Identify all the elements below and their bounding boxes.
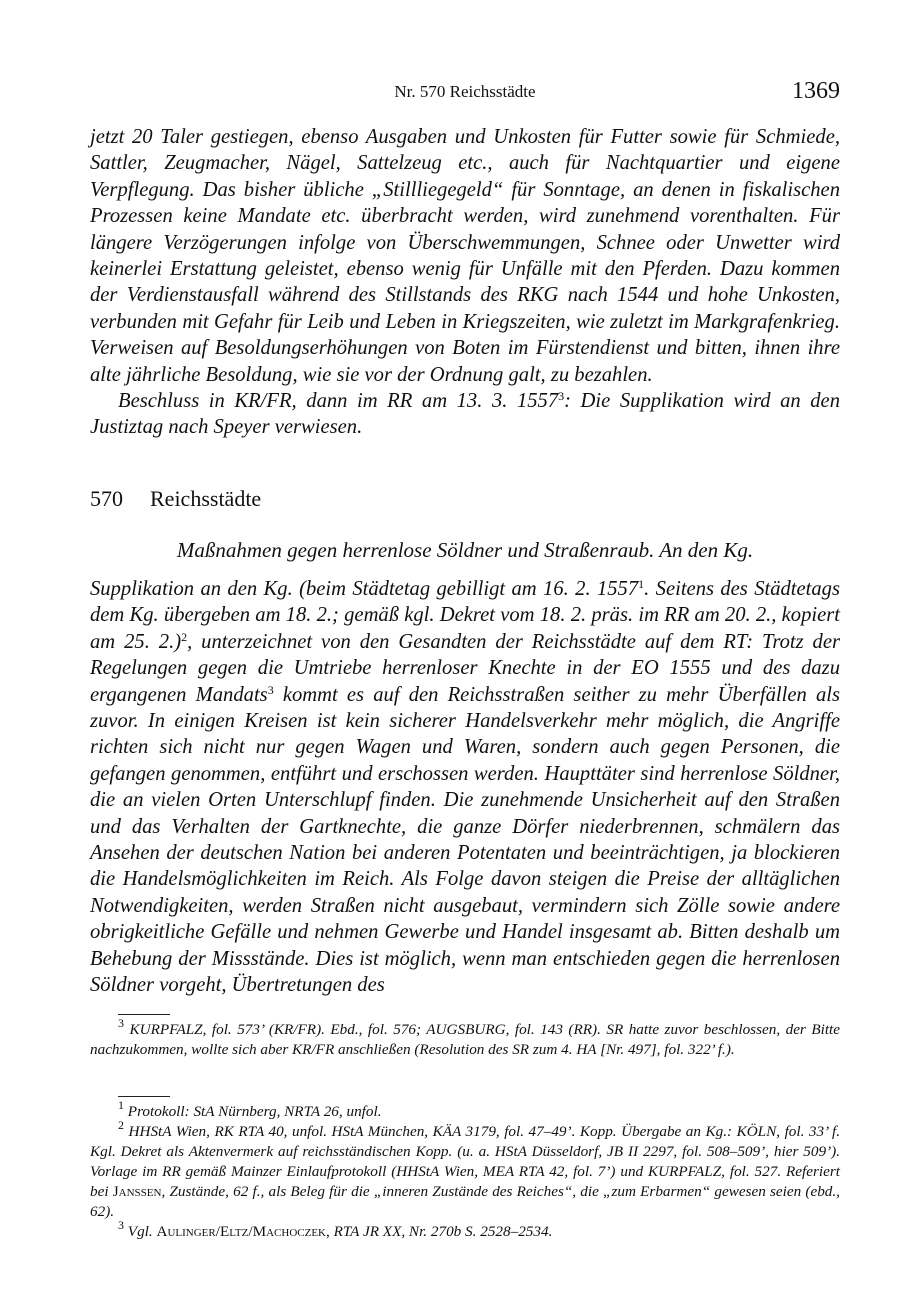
section-regest: Maßnahmen gegen herrenlose Söldner und Straßenraub. An den Kg. (176, 538, 754, 562)
running-head-title: Nr. 570 Reichsstädte (394, 82, 536, 101)
section-title: Reichsstädte (150, 486, 262, 511)
footnotes-current (90, 1098, 840, 1242)
footnote-number: 2 (118, 1118, 124, 1132)
body-paragraph (90, 576, 840, 999)
footnote-number: 3 (118, 1218, 124, 1232)
running-head (90, 78, 840, 108)
resolution-rest: : Die Supplikation wird an den Justiztag nach Speyer verwiesen. (90, 390, 840, 439)
continuation-paragraph: jetzt 20 Taler gestiegen, ebenso Ausgaben und Unkosten für Futter sowie für Schmiede, Sattler, Zeugmacher, Nägel, Sattelzeug etc., auch für Nachtquartier und eigene Verpflegung. Das bisher übliche „Stillliegegeld“ für Sonntage, an denen in fiskalischen Prozessen keine Mandate etc. überbracht werden, wird zunehmend vorenthalten. Für längere Verzögerungen infolge von Überschwemmungen, Schnee oder Unwetter wird keinerlei Erstattung geleistet, ebenso wenig für Unfälle mit den Pferden. Dazu kommen der Verdienstausfall während des Stillstands des RKG nach 1544 und hohe Unkosten, verbunden mit Gefahr für Leib und Leben in Kriegszeiten, wie zuletzt im Markgrafenkrieg. Verweisen auf Besoldungserhöhungen von Boten im Fürstendienst und bitten, ihnen ihre alte jährliche Besoldung, wie sie vor der Ordnung galt, zu bezahlen. (90, 126, 840, 386)
resolution-paragraph (90, 388, 840, 441)
footnote-text: , Zustände, 62 f., als Beleg für die „inneren Zustände des Reiches“, die „zum Erbarmen“ gewesen seien (ebd., 62). (90, 1183, 840, 1220)
body-part-1: Supplikation an den Kg. (beim Städtetag gebilligt am 16. 2. 1557 (90, 578, 639, 600)
resolution-text: Beschluss in KR/FR, dann im RR am 13. 3. 1557 (118, 390, 559, 413)
footnote (90, 1118, 840, 1222)
continuation-text (90, 124, 840, 441)
footnote-text: Vgl. (127, 1223, 157, 1240)
footnote-ref: 3 (267, 682, 274, 697)
footnote (90, 1218, 840, 1242)
page-number: 1369 (792, 78, 840, 104)
footnote-divider (118, 1096, 170, 1097)
footnote-divider (118, 1014, 170, 1015)
body-part-2: . Seitens des Städtetags dem Kg. übergeben am 18. 2.; gemäß kgl. Dekret vom 18. 2. präs. im RR am 20. 2., kopiert am 25. 2.) (90, 578, 840, 653)
section-number: 570 (90, 486, 123, 511)
footnote-text: HHStA Wien, RK RTA 40, unfol. HStA München, KÄA 3179, fol. 47–49’. Kopp. Übergabe an Kg.: KÖLN, fol. 33’ f. Kgl. Dekret als Aktenvermerk auf reichsständischen Kopp. (u. a. HStA Düsseldorf, JB II 2297, fol. 508–509’, hier 509’). Vorlage im RR gemäß Mainzer Einlaufprotokoll (HHStA Wien, MEA RTA 42, fol. 7’) und KURPFALZ, fol. 527. Referiert bei (90, 1123, 840, 1200)
footnote-text: KURPFALZ, fol. 573’ (KR/FR). Ebd., fol. 576; AUGSBURG, fol. 143 (RR). SR hatte zuvor beschlossen, der Bitte nachzukommen, wollte sich aber KR/FR anschließen (Resolution des SR zum 4. HA [Nr. 497], fol. 322’ f.). (90, 1021, 840, 1058)
body-part-4: kommt es auf den Reichsstraßen seither zu mehr Überfällen als zuvor. In einigen Kreisen ist kein sicherer Handelsverkehr mehr möglich, die Angriffe richten sich nicht nur gegen Wagen und Waren, sondern auch gegen Personen, die gefangen genommen, entführt und erschossen werden. Haupttäter sind herrenlose Söldner, die an vielen Orten Unterschlupf finden. Die zunehmende Unsicherheit auf den Straßen und das Verhalten der Gartknechte, die ganze Dörfer niederbrennen, schmälern das Ansehen der deutschen Nation bei anderen Potentaten und beeinträchtigen, ja blockieren die Handelsmöglichkeiten im Reich. Als Folge davon steigen die Preise der alltäglichen Notwendigkeiten, werden Straßen nicht ausgebaut, vermindern sich Zölle sowie andere obrigkeitliche Gefälle und nehmen Gewerbe und Handel insgesamt ab. Bitten deshalb um Behebung der Missstände. Dies ist möglich, wenn man entschieden gegen die herrenlosen Söldner vorgeht, Übertretungen des (90, 683, 840, 997)
footnote-ref: 2 (181, 629, 188, 644)
footnotes-previous (90, 1016, 840, 1060)
footnote-text: , RTA JR XX, Nr. 270b S. 2528–2534. (325, 1223, 553, 1240)
section-heading (90, 486, 840, 512)
footnote-ref: 1 (638, 577, 645, 591)
footnote-number: 1 (118, 1098, 124, 1112)
author-name: Janssen (112, 1183, 162, 1200)
footnote-number: 3 (118, 1016, 124, 1030)
footnote-text: Protokoll: StA Nürnberg, NRTA 26, unfol. (127, 1103, 382, 1120)
footnote (90, 1016, 840, 1060)
footnote-ref: 3 (558, 389, 565, 404)
author-name: Aulinger/Eltz/Machoczek (156, 1223, 326, 1240)
body-part-3: , unterzeichnet von den Gesandten der Reichsstädte auf dem RT: Trotz der Regelungen gegen die Umtriebe herrenloser Knechte in der EO 1555 und des dazu ergangenen Mandats (90, 630, 840, 706)
footnote (90, 1098, 840, 1122)
